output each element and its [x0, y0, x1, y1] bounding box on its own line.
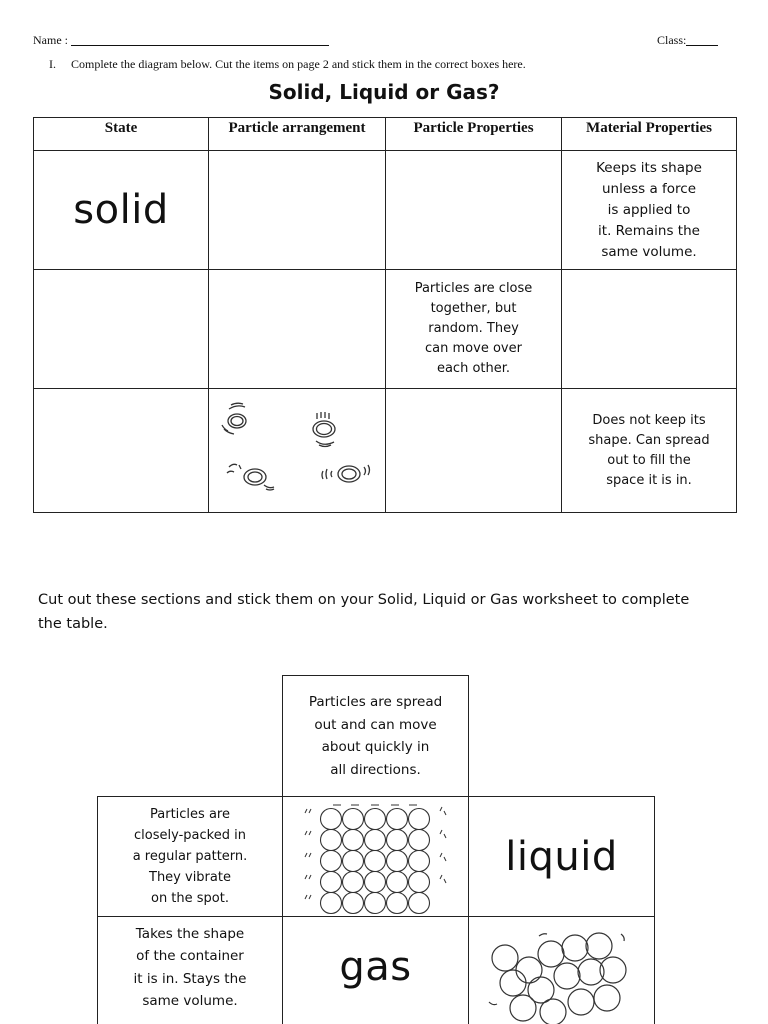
lattice-particle: [343, 809, 364, 830]
text-line: Does not keep its: [592, 412, 706, 428]
cutout-closely-packed: [97, 796, 283, 917]
lattice-particle: [343, 830, 364, 851]
table-row-solid: [34, 151, 737, 270]
lattice-particle: [321, 830, 342, 851]
table-header-row: [34, 118, 737, 151]
text-line: same volume.: [142, 993, 238, 1009]
instruction-text: Complete the diagram below. Cut the items on page 2 and stick them in the correct boxes here.: [71, 57, 526, 71]
text-line: is applied to: [607, 201, 691, 218]
text-line: random. They: [428, 321, 519, 336]
particle-text-liquid: [386, 279, 561, 379]
text-line: Cut out these sections and stick them on your Solid, Liquid or Gas worksheet to complete: [38, 592, 690, 608]
class-blank[interactable]: [686, 33, 718, 46]
lattice-particle: [343, 851, 364, 872]
header-particle-properties: Particle Properties: [386, 118, 562, 151]
lattice-particle: [387, 851, 408, 872]
lattice-particle: [365, 851, 386, 872]
text-line: closely-packed in: [134, 828, 246, 843]
class-label: Class:: [657, 33, 687, 47]
lattice-particle: [387, 809, 408, 830]
text-line: about quickly in: [321, 739, 430, 755]
text-line: can move over: [425, 341, 522, 356]
instruction-number: I.: [49, 57, 56, 71]
table-row-gas: [34, 389, 737, 513]
cutout-takes-shape: [97, 916, 283, 1024]
text-line: a regular pattern.: [132, 849, 248, 864]
name-field[interactable]: [33, 33, 329, 48]
cut-instruction: [38, 588, 738, 636]
lattice-particle: [343, 893, 364, 914]
cell-material-gas: [562, 389, 737, 513]
lattice-particle: [409, 872, 430, 893]
text-line: Particles are: [150, 807, 230, 822]
cell-arrangement-empty: [209, 270, 386, 389]
cutout-spread-out: [282, 675, 469, 797]
material-text-solid: [562, 158, 736, 263]
lattice-particle: [321, 851, 342, 872]
cell-state-empty: [34, 270, 209, 389]
worksheet-title: Solid, Liquid or Gas?: [268, 80, 500, 104]
text-line: each other.: [436, 361, 511, 376]
word-liquid: liquid: [505, 833, 618, 880]
lattice-particle: [387, 893, 408, 914]
lattice-particle: [365, 830, 386, 851]
solid-lattice-illustration: [283, 797, 468, 916]
gas-particles-illustration: [209, 389, 385, 507]
lattice-particle: [409, 830, 430, 851]
text-line: all directions.: [330, 761, 421, 778]
cell-arrangement-gas: [209, 389, 386, 513]
text-line: together, but: [430, 301, 517, 316]
word-gas: gas: [339, 943, 412, 990]
text-line: Particles are close: [414, 281, 533, 296]
cutout-takes-shape-text: [126, 923, 255, 1013]
cell-material-solid: [562, 151, 737, 270]
header-material-properties: Material Properties: [562, 118, 737, 151]
name-label: Name :: [33, 33, 68, 47]
text-line: out and can move: [314, 716, 437, 733]
text-line: Takes the shape: [135, 925, 245, 942]
lattice-particle: [387, 872, 408, 893]
text-line: it. Remains the: [598, 222, 700, 239]
text-line: They vibrate: [149, 870, 231, 885]
cell-material-empty: [562, 270, 737, 389]
cutout-solid-lattice: [282, 796, 469, 917]
cutout-gas-word: [282, 916, 469, 1024]
text-line: unless a force: [601, 180, 697, 197]
text-line: of the container: [136, 948, 244, 964]
cell-state-solid: [34, 151, 209, 270]
lattice-particle: [387, 830, 408, 851]
text-line: out to fill the: [607, 452, 691, 468]
lattice-particle: [365, 893, 386, 914]
instruction: [49, 57, 526, 72]
cell-state-empty: [34, 389, 209, 513]
header-particle-arrangement: Particle arrangement: [209, 118, 386, 151]
lattice-particle: [343, 872, 364, 893]
class-field[interactable]: [657, 33, 718, 48]
text-line: it is in. Stays the: [133, 970, 247, 987]
cutout-liquid-word: [468, 796, 655, 917]
material-text-gas: [562, 411, 736, 491]
cutout-liquid-particles: [468, 916, 655, 1024]
lattice-particle: [321, 872, 342, 893]
lattice-particle: [365, 872, 386, 893]
text-line: space it is in.: [606, 472, 692, 488]
cell-particle-empty: [386, 151, 562, 270]
cell-particle-empty: [386, 389, 562, 513]
lattice-particle: [409, 809, 430, 830]
lattice-particle: [321, 893, 342, 914]
states-table: [33, 117, 737, 513]
lattice-particle: [365, 809, 386, 830]
lattice-particle: [409, 851, 430, 872]
cell-arrangement-empty: [209, 151, 386, 270]
state-word-solid: solid: [73, 187, 169, 233]
header-state: State: [34, 118, 209, 151]
text-line: Keeps its shape: [596, 159, 702, 176]
text-line: Particles are spread: [308, 694, 443, 710]
text-line: shape. Can spread: [588, 432, 710, 448]
name-blank[interactable]: [71, 33, 329, 46]
lattice-particle: [409, 893, 430, 914]
lattice-particle: [321, 809, 342, 830]
liquid-particles-illustration: [469, 918, 654, 1024]
text-line: on the spot.: [150, 891, 229, 906]
text-line: the table.: [38, 616, 108, 632]
table-row-liquid: [34, 270, 737, 389]
cutout-packed-text: [125, 804, 256, 909]
text-line: same volume.: [601, 243, 697, 260]
cutout-spread-text: [301, 691, 450, 781]
cell-particle-liquid: [386, 270, 562, 389]
